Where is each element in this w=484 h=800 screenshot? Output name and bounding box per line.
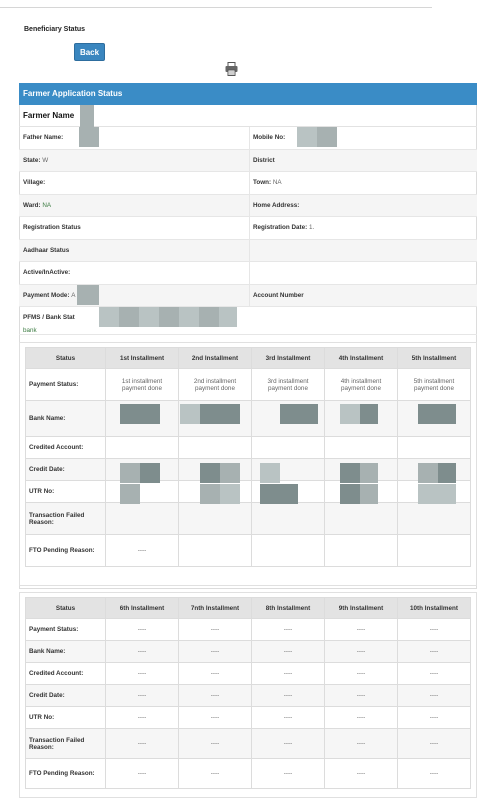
- table-cell: ----: [325, 663, 398, 685]
- redacted-value: [79, 127, 99, 147]
- redacted-value: [418, 404, 456, 424]
- town-value: NA: [272, 179, 282, 186]
- back-button[interactable]: Back: [74, 43, 105, 61]
- redacted-value: [260, 484, 280, 504]
- column-header: 7nth Installment: [179, 598, 252, 619]
- column-header: Status: [26, 598, 106, 619]
- payment-mode-value: A: [71, 291, 76, 299]
- registration-date-value: 1.: [308, 224, 315, 231]
- table-cell: 4th installment payment done: [325, 369, 398, 401]
- table-cell: ----: [179, 619, 252, 641]
- table-cell: ----: [398, 707, 471, 729]
- table-cell: ----: [325, 707, 398, 729]
- table-row: [26, 481, 471, 503]
- table-cell: ----: [398, 619, 471, 641]
- village-label: Village:: [23, 179, 46, 186]
- table-row: [26, 369, 471, 401]
- redacted-value: [77, 285, 99, 305]
- ward-label: Ward:: [23, 201, 41, 209]
- state-value: W: [42, 156, 49, 164]
- redacted-value: [99, 307, 119, 327]
- table-header-row: [26, 348, 471, 369]
- table-cell: ----: [252, 619, 325, 641]
- table-cell: ----: [252, 759, 325, 789]
- column-header: Status: [26, 348, 106, 369]
- row-label: Bank Name:: [26, 401, 106, 437]
- page-title: Beneficiary Status: [24, 26, 86, 33]
- table-row: [26, 503, 471, 535]
- redacted-value: [200, 404, 220, 424]
- table-cell: ----: [325, 729, 398, 759]
- redacted-value: [200, 484, 220, 504]
- redacted-value: [300, 404, 318, 424]
- column-header: 6th Installment: [106, 598, 179, 619]
- active-inactive-label: Active/InActive:: [23, 269, 71, 276]
- farmer-info-grid: [19, 127, 477, 335]
- row-label: Credit Date:: [26, 685, 106, 707]
- table-cell: ----: [179, 729, 252, 759]
- redacted-value: [120, 484, 140, 504]
- table-cell: ----: [398, 759, 471, 789]
- row-label: Payment Status:: [26, 619, 106, 641]
- column-header: 1st Installment: [106, 348, 179, 369]
- table-cell: ----: [106, 707, 179, 729]
- row-label: Transaction Failed Reason:: [26, 729, 106, 759]
- top-divider: [0, 7, 432, 8]
- father-name-label: Father Name:: [23, 134, 64, 141]
- redacted-value: [220, 463, 240, 483]
- table-cell: ----: [325, 641, 398, 663]
- registration-date-label: Registration Date:: [253, 224, 308, 231]
- table-cell: ----: [252, 707, 325, 729]
- table-cell: 5th installment payment done: [398, 369, 471, 401]
- info-row: [19, 195, 477, 218]
- table-row: [26, 729, 471, 759]
- table-cell: ----: [179, 759, 252, 789]
- row-label: Bank Name:: [26, 641, 106, 663]
- registration-status-label: Registration Status: [23, 224, 81, 231]
- mobile-label: Mobile No:: [253, 134, 286, 141]
- table-header-row: [26, 598, 471, 619]
- installments-6-10-table: [25, 597, 471, 789]
- redacted-value: [220, 404, 240, 424]
- table-cell: ----: [252, 663, 325, 685]
- table-cell: ----: [106, 641, 179, 663]
- redacted-value: [139, 307, 159, 327]
- redacted-value: [159, 307, 179, 327]
- table-row: [26, 759, 471, 789]
- table-cell: ----: [106, 663, 179, 685]
- table-cell: ----: [106, 759, 179, 789]
- row-label: UTR No:: [26, 481, 106, 503]
- column-header: 3rd Installment: [252, 348, 325, 369]
- row-label: Credited Account:: [26, 437, 106, 459]
- row-label: Credit Date:: [26, 459, 106, 481]
- installments-6-10-panel: [19, 592, 477, 798]
- redacted-value: [360, 404, 378, 424]
- column-header: 4th Installment: [325, 348, 398, 369]
- row-label: FTO Pending Reason:: [26, 535, 106, 567]
- redacted-value: [297, 127, 317, 147]
- column-header: 8th Installment: [252, 598, 325, 619]
- redacted-value: [200, 463, 220, 483]
- row-label: Credited Account:: [26, 663, 106, 685]
- table-cell: ----: [179, 707, 252, 729]
- row-label: FTO Pending Reason:: [26, 759, 106, 789]
- district-label: District: [253, 156, 275, 164]
- farmer-name-row: [19, 105, 477, 127]
- farmer-name-label: Farmer Name: [23, 111, 75, 120]
- installments-1-5-panel: [19, 342, 477, 586]
- info-row: [19, 307, 477, 335]
- info-row: [19, 240, 477, 263]
- account-number-label: Account Number: [253, 291, 304, 299]
- state-label: State:: [23, 156, 41, 164]
- table-cell: ----: [179, 663, 252, 685]
- table-cell: ----: [325, 619, 398, 641]
- redacted-value: [260, 463, 280, 483]
- town-label: Town:: [253, 179, 272, 186]
- ward-value: NA: [42, 201, 52, 209]
- table-cell: ----: [398, 729, 471, 759]
- table-cell: 3rd installment payment done: [252, 369, 325, 401]
- table-cell: 2nd installment payment done: [179, 369, 252, 401]
- table-cell: ----: [252, 729, 325, 759]
- row-label: Transaction Failed Reason:: [26, 503, 106, 535]
- redacted-value: [418, 484, 438, 504]
- table-row: [26, 459, 471, 481]
- pfms-bank-status-label: PFMS / Bank Stat: [23, 314, 75, 321]
- info-row: [19, 127, 477, 150]
- table-row: [26, 663, 471, 685]
- redacted-value: [180, 404, 200, 424]
- table-cell: ----: [179, 641, 252, 663]
- redacted-value: [140, 404, 160, 424]
- redacted-value: [120, 463, 140, 483]
- table-cell: ----: [325, 759, 398, 789]
- redacted-value: [219, 307, 237, 327]
- redacted-value: [340, 404, 360, 424]
- table-row: [26, 401, 471, 437]
- table-row: [26, 619, 471, 641]
- redacted-value: [418, 463, 438, 483]
- redacted-value: [340, 463, 360, 483]
- redacted-value: [140, 463, 160, 483]
- info-row: [19, 262, 477, 285]
- column-header: 10th Installment: [398, 598, 471, 619]
- table-cell: ----: [252, 685, 325, 707]
- info-row: [19, 285, 477, 308]
- table-cell: ----: [398, 685, 471, 707]
- info-row: [19, 150, 477, 173]
- column-header: 5th Installment: [398, 348, 471, 369]
- redacted-value: [120, 404, 140, 424]
- redacted-value: [199, 307, 219, 327]
- redacted-value: [360, 463, 378, 483]
- table-cell: ----: [106, 535, 179, 567]
- redacted-value: [317, 127, 337, 147]
- row-label: Payment Status:: [26, 369, 106, 401]
- redacted-value: [119, 307, 139, 327]
- pfms-bank-status-value: bank: [23, 327, 37, 334]
- installments-1-5-table: [25, 347, 471, 567]
- table-cell: ----: [398, 663, 471, 685]
- redacted-value: [220, 484, 240, 504]
- home-address-label: Home Address:: [253, 201, 300, 209]
- redacted-value: [280, 484, 298, 504]
- table-cell: 1st installment payment done: [106, 369, 179, 401]
- column-header: 9th Installment: [325, 598, 398, 619]
- table-row: [26, 437, 471, 459]
- table-row: [26, 535, 471, 567]
- payment-mode-label: Payment Mode:: [23, 291, 70, 299]
- table-row: [26, 685, 471, 707]
- redacted-value: [80, 105, 94, 127]
- table-cell: ----: [252, 641, 325, 663]
- redacted-value: [179, 307, 199, 327]
- table-row: [26, 641, 471, 663]
- info-row: [19, 172, 477, 195]
- aadhaar-status-label: Aadhaar Status: [23, 246, 70, 254]
- redacted-value: [340, 484, 360, 504]
- table-cell: ----: [106, 685, 179, 707]
- table-cell: ----: [179, 685, 252, 707]
- printer-icon[interactable]: [225, 62, 238, 76]
- redacted-value: [360, 484, 378, 504]
- redacted-value: [280, 404, 300, 424]
- column-header: 2nd Installment: [179, 348, 252, 369]
- redacted-value: [438, 484, 456, 504]
- table-cell: ----: [325, 685, 398, 707]
- info-row: [19, 217, 477, 240]
- row-label: UTR No:: [26, 707, 106, 729]
- table-cell: ----: [106, 729, 179, 759]
- redacted-value: [438, 463, 456, 483]
- table-cell: ----: [398, 641, 471, 663]
- table-cell: ----: [106, 619, 179, 641]
- table-row: [26, 707, 471, 729]
- panel-header: Farmer Application Status: [19, 83, 477, 105]
